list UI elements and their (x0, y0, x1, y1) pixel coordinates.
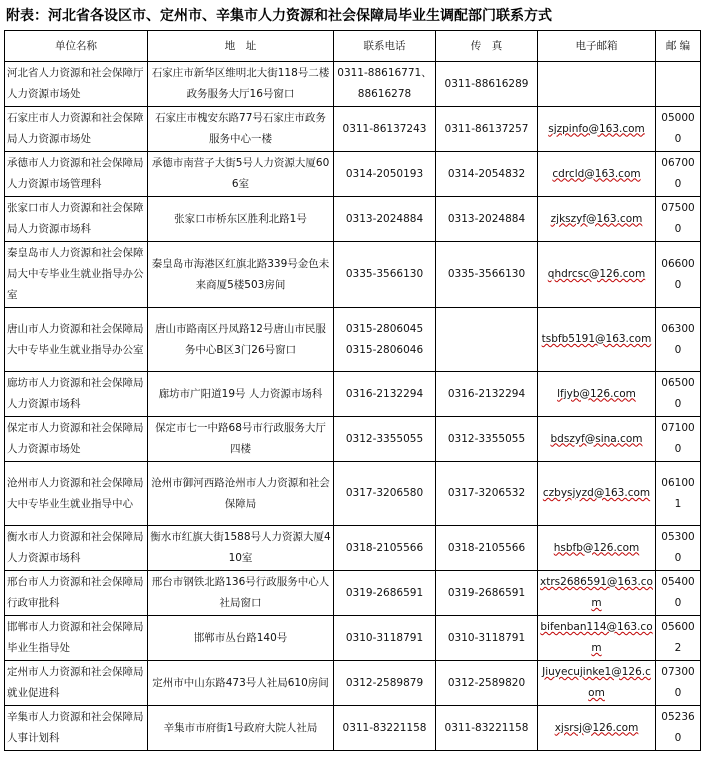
fax-cell: 0313-2024884 (436, 197, 538, 242)
zip-cell: 073000 (656, 661, 701, 706)
fax-cell: 0310-3118791 (436, 616, 538, 661)
table-row (5, 417, 701, 462)
address-cell: 石家庄市新华区维明北大街118号二楼政务服务大厅16号窗口 (148, 62, 334, 107)
header-unit: 单位名称 (5, 31, 148, 62)
phone-cell (334, 197, 436, 242)
phone-number: 0318-2105566 (345, 541, 424, 554)
email-cell (538, 62, 656, 107)
email-cell (538, 706, 656, 751)
fax-cell: 0319-2686591 (436, 571, 538, 616)
header-fax: 传 真 (436, 31, 538, 62)
unit-name-cell: 辛集市人力资源和社会保障局人事计划科 (5, 706, 148, 751)
phone-number: 0312-2589879 (345, 676, 424, 689)
phone-cell (334, 308, 436, 372)
table-row (5, 706, 701, 751)
email-cell (538, 616, 656, 661)
unit-name-cell: 秦皇岛市人力资源和社会保障局大中专毕业生就业指导办公室 (5, 242, 148, 308)
phone-number: 0317-3206580 (345, 487, 424, 499)
fax-cell: 0314-2054832 (436, 152, 538, 197)
unit-name-cell: 定州市人力资源和社会保障局就业促进科 (5, 661, 148, 706)
phone-number: 0312-3355055 (345, 432, 424, 445)
phone-number: 0311-86137243 (342, 122, 427, 135)
table-row (5, 661, 701, 706)
zip-cell: 063000 (656, 308, 701, 372)
unit-name-cell: 石家庄市人力资源和社会保障局人力资源市场处 (5, 107, 148, 152)
phone-number: 0313-2024884 (345, 212, 424, 225)
email-cell (538, 571, 656, 616)
page-title: 附表：河北省各设区市、定州市、辛集市人力资源和社会保障局毕业生调配部门联系方式 (6, 8, 552, 24)
phone-cell (334, 107, 436, 152)
phone-number: 0311-83221158 (342, 721, 427, 734)
header-address: 地 址 (148, 31, 334, 62)
address-cell: 衡水市红旗大街1588号人力资源大厦410室 (148, 526, 334, 571)
address-cell: 沧州市御河西路沧州市人力资源和社会保障局 (148, 462, 334, 526)
zip-cell: 054000 (656, 571, 701, 616)
zip-cell: 075000 (656, 197, 701, 242)
zip-cell: 067000 (656, 152, 701, 197)
address-cell: 张家口市桥东区胜利北路1号 (148, 197, 334, 242)
fax-cell: 0311-83221158 (436, 706, 538, 751)
zip-cell: 065000 (656, 372, 701, 417)
phone-number: 0311-88616771、88616278 (337, 67, 432, 100)
table-row (5, 462, 701, 526)
zip-cell: 066000 (656, 242, 701, 308)
email-address: cdrcld@163.com (552, 167, 641, 180)
phone-number: 0316-2132294 (345, 387, 424, 400)
phone-cell (334, 242, 436, 308)
email-address: bdszyf@sina.com (550, 432, 643, 445)
email-address: Jiuyecujinke1@126.com (542, 666, 651, 699)
email-cell (538, 526, 656, 571)
phone-number: 0319-2686591 (345, 586, 424, 599)
unit-name-cell: 河北省人力资源和社会保障厅人力资源市场处 (5, 62, 148, 107)
address-cell: 廊坊市广阳道19号 人力资源市场科 (148, 372, 334, 417)
fax-cell: 0335-3566130 (436, 242, 538, 308)
email-address: bifenban114@163.com (540, 621, 653, 654)
zip-cell: 071000 (656, 417, 701, 462)
email-cell (538, 372, 656, 417)
header-tel: 联系电话 (334, 31, 436, 62)
phone-cell (334, 661, 436, 706)
address-cell: 保定市七一中路68号市行政服务大厅四楼 (148, 417, 334, 462)
email-address: tsbfb5191@163.com (541, 333, 652, 345)
phone-number: 0314-2050193 (345, 167, 424, 180)
email-cell (538, 107, 656, 152)
zip-cell: 050000 (656, 107, 701, 152)
email-cell (538, 152, 656, 197)
phone-cell (334, 417, 436, 462)
table-body (5, 62, 701, 751)
email-cell (538, 197, 656, 242)
unit-name-cell: 廊坊市人力资源和社会保障局人力资源市场科 (5, 372, 148, 417)
email-cell (538, 462, 656, 526)
table-row (5, 152, 701, 197)
phone-number: 0315-2806046 (345, 343, 424, 356)
fax-cell: 0316-2132294 (436, 372, 538, 417)
header-zip: 邮 编 (656, 31, 701, 62)
email-cell (538, 417, 656, 462)
unit-name-cell: 沧州市人力资源和社会保障局大中专毕业生就业指导中心 (5, 462, 148, 526)
address-cell: 邯郸市丛台路140号 (148, 616, 334, 661)
email-address: hsbfb@126.com (553, 541, 640, 554)
phone-cell (334, 526, 436, 571)
phone-cell (334, 616, 436, 661)
zip-cell: 052360 (656, 706, 701, 751)
table-row (5, 197, 701, 242)
zip-cell: 056002 (656, 616, 701, 661)
table-row (5, 107, 701, 152)
unit-name-cell: 衡水市人力资源和社会保障局人力资源市场科 (5, 526, 148, 571)
fax-cell (436, 308, 538, 372)
email-address: qhdrcsc@126.com (547, 268, 646, 280)
phone-cell (334, 152, 436, 197)
email-cell (538, 661, 656, 706)
address-cell: 唐山市路南区丹凤路12号唐山市民服务中心B区3门26号窗口 (148, 308, 334, 372)
phone-cell (334, 706, 436, 751)
fax-cell: 0311-86137257 (436, 107, 538, 152)
phone-cell (334, 462, 436, 526)
address-cell: 邢台市钢铁北路136号行政服务中心人社局窗口 (148, 571, 334, 616)
address-cell: 石家庄市槐安东路77号石家庄市政务服务中心一楼 (148, 107, 334, 152)
email-cell (538, 242, 656, 308)
address-cell: 辛集市市府街1号政府大院人社局 (148, 706, 334, 751)
zip-cell: 061001 (656, 462, 701, 526)
phone-number: 0335-3566130 (345, 268, 424, 280)
unit-name-cell: 邢台市人力资源和社会保障局行政审批科 (5, 571, 148, 616)
email-address: lfjyb@126.com (557, 387, 636, 400)
email-cell (538, 308, 656, 372)
email-address: zjkszyf@163.com (550, 212, 643, 225)
zip-cell (656, 62, 701, 107)
table-row (5, 372, 701, 417)
table-row (5, 62, 701, 107)
table-row (5, 616, 701, 661)
contacts-table (4, 30, 701, 751)
unit-name-cell: 唐山市人力资源和社会保障局大中专毕业生就业指导办公室 (5, 308, 148, 372)
phone-cell (334, 571, 436, 616)
fax-cell: 0312-2589820 (436, 661, 538, 706)
address-cell: 定州市中山东路473号人社局610房间 (148, 661, 334, 706)
unit-name-cell: 邯郸市人力资源和社会保障局毕业生指导处 (5, 616, 148, 661)
fax-cell: 0318-2105566 (436, 526, 538, 571)
table-row (5, 526, 701, 571)
unit-name-cell: 承德市人力资源和社会保障局人力资源市场管理科 (5, 152, 148, 197)
phone-cell (334, 372, 436, 417)
phone-cell (334, 62, 436, 107)
email-address: czbysjyzd@163.com (542, 487, 651, 499)
table-row (5, 308, 701, 372)
phone-number: 0310-3118791 (345, 631, 424, 644)
address-cell: 秦皇岛市海港区红旗北路339号金色未来商厦5楼503房间 (148, 242, 334, 308)
phone-number: 0315-2806045 (345, 322, 424, 335)
email-address: xjsrsj@126.com (554, 721, 639, 734)
zip-cell: 053000 (656, 526, 701, 571)
table-header-row (5, 31, 701, 62)
table-row (5, 242, 701, 308)
address-cell: 承德市南营子大街5号人力资源大厦606室 (148, 152, 334, 197)
unit-name-cell: 张家口市人力资源和社会保障局人力资源市场科 (5, 197, 148, 242)
fax-cell: 0317-3206532 (436, 462, 538, 526)
header-email: 电子邮箱 (538, 31, 656, 62)
email-address: xtrs2686591@163.com (540, 576, 653, 609)
fax-cell: 0312-3355055 (436, 417, 538, 462)
email-address: sjzpinfo@163.com (548, 122, 645, 135)
fax-cell: 0311-88616289 (436, 62, 538, 107)
table-row (5, 571, 701, 616)
unit-name-cell: 保定市人力资源和社会保障局人力资源市场处 (5, 417, 148, 462)
